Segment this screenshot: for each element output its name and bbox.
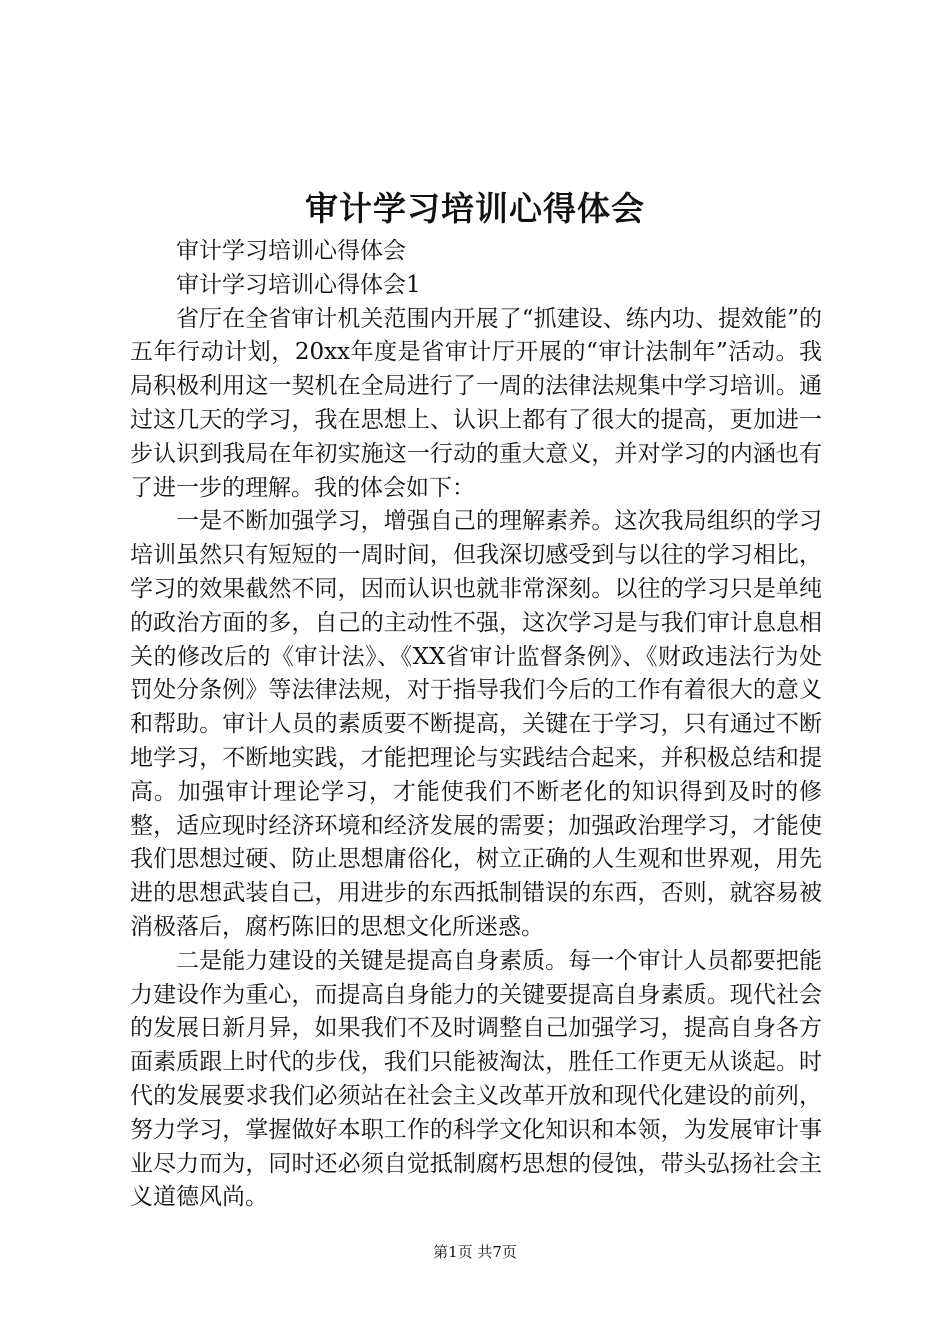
paragraph-point-two: 二是能力建设的关键是提高自身素质。每一个审计人员都要把能力建设作为重心，而提高自身能力的关键要提高自身素质。现代社会的发展日新月异，如果我们不及时调整自己加强学习，提高自身各方面素质跟上时代的步伐，我们只能被淘汰，胜任工作更无从谈起。时代的发展要求我们必须站在社会主义改革开放和现代化建设的前列，努力学习，掌握做好本职工作的科学文化知识和本领，为发展审计事业尽力而为，同时还必须自觉抵制腐朽思想的侵蚀，带头弘扬社会主义道德风尚。 [130, 947, 822, 1211]
document-title: 审计学习培训心得体会 [305, 189, 645, 228]
paragraph-intro: 省厅在全省审计机关范围内开展了“抓建设、练内功、提效能”的五年行动计划，20xx年度是省审计厅开展的“审计法制年”活动。我局积极利用这一契机在全局进行了一周的法律法规集中学习培训。通过这几天的学习，我在思想上、认识上都有了很大的提高，更加进一步认识到我局在年初实施这一行动的重大意义，并对学习的内涵也有了进一步的理解。我的体会如下： [130, 305, 822, 501]
paragraph-point-one: 一是不断加强学习，增强自己的理解素养。这次我局组织的学习培训虽然只有短短的一周时间，但我深切感受到与以往的学习相比，学习的效果截然不同，因而认识也就非常深刻。以往的学习只是单纯的政治方面的多，自己的主动性不强，这次学习是与我们审计息息相关的修改后的《审计法》、《XX省审计监督条例》、《财政违法行为处罚处分条例》等法律法规，对于指导我们今后的工作有着很大的意义和帮助。审计人员的素质要不断提高，关键在于学习，只有通过不断地学习，不断地实践，才能把理论与实践结合起来，并积极总结和提高。加强审计理论学习，才能使我们不断老化的知识得到及时的修整，适应现时经济环境和经济发展的需要；加强政治理学习，才能使我们思想过硬、防止思想庸俗化，树立正确的人生观和世界观，用先进的思想武装自己，用进步的东西抵制错误的东西，否则，就容易被消极落后，腐朽陈旧的思想文化所迷惑。 [130, 508, 822, 940]
document-body [130, 235, 822, 1215]
page-number-footer: 第1页 共7页 [433, 1243, 517, 1261]
paragraph-heading: 审计学习培训心得体会 [176, 238, 406, 264]
paragraph-subheading: 审计学习培训心得体会1 [176, 271, 421, 298]
